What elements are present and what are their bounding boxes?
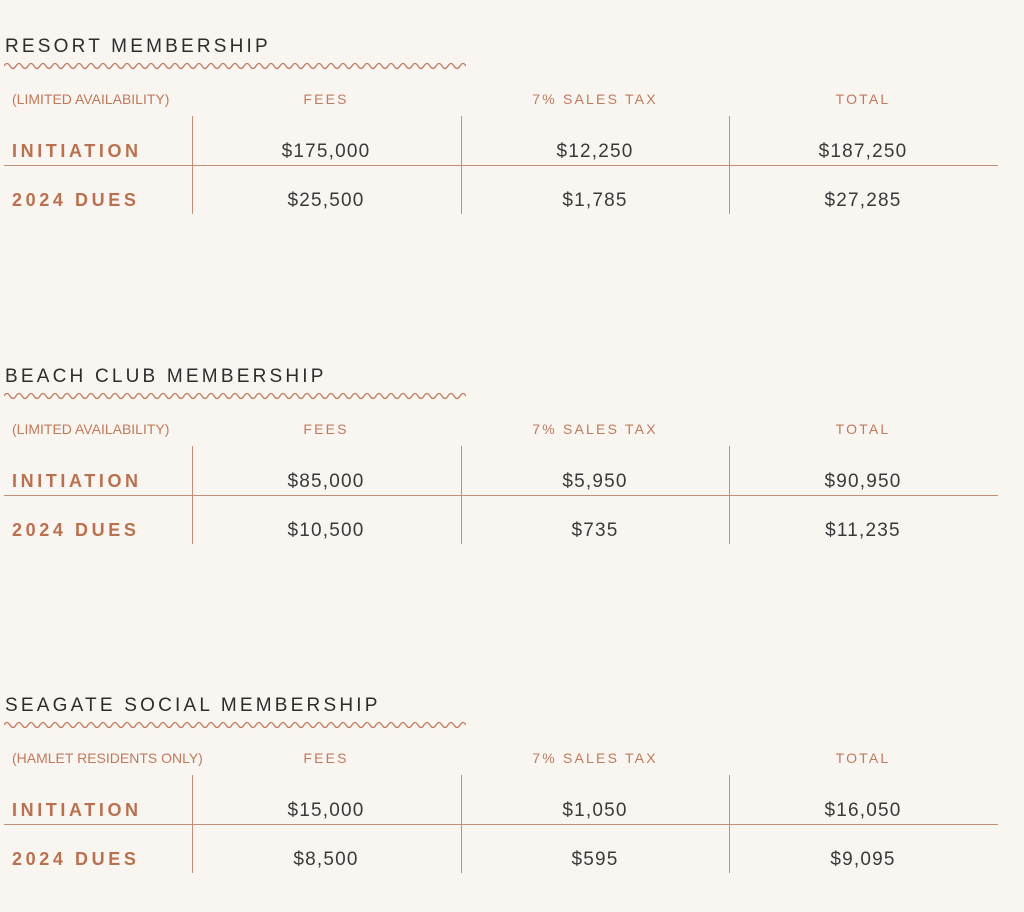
initiation-tax: $1,050 xyxy=(562,800,628,821)
initiation-fees: $85,000 xyxy=(287,471,365,492)
wavy-divider xyxy=(4,61,466,71)
total-header: TOTAL xyxy=(835,750,891,766)
row-divider xyxy=(4,495,998,496)
initiation-tax: $5,950 xyxy=(562,471,628,492)
dues-total: $11,235 xyxy=(825,520,901,541)
dues-fees: $25,500 xyxy=(287,190,365,211)
total-header: TOTAL xyxy=(835,421,891,437)
row-label-initiation: INITIATION xyxy=(12,800,142,820)
fees-header: FEES xyxy=(303,91,349,107)
tax-header: 7% SALES TAX xyxy=(532,91,658,107)
row-label-dues: 2024 DUES xyxy=(12,520,140,540)
initiation-fees: $175,000 xyxy=(281,141,371,162)
section-title: RESORT MEMBERSHIP xyxy=(5,36,271,57)
dues-fees: $10,500 xyxy=(287,520,365,541)
fees-header: FEES xyxy=(303,750,349,766)
initiation-total: $90,950 xyxy=(824,471,902,492)
row-label-initiation: INITIATION xyxy=(12,141,142,161)
tax-header: 7% SALES TAX xyxy=(532,750,658,766)
total-header: TOTAL xyxy=(835,91,891,107)
wavy-divider xyxy=(4,391,466,401)
initiation-total: $187,250 xyxy=(818,141,908,162)
row-label-dues: 2024 DUES xyxy=(12,190,140,210)
availability-note: (LIMITED AVAILABILITY) xyxy=(12,421,170,437)
dues-tax: $1,785 xyxy=(562,190,628,211)
row-label-initiation: INITIATION xyxy=(12,471,142,491)
initiation-fees: $15,000 xyxy=(287,800,365,821)
row-label-dues: 2024 DUES xyxy=(12,849,140,869)
tax-header: 7% SALES TAX xyxy=(532,421,658,437)
initiation-tax: $12,250 xyxy=(556,141,634,162)
initiation-total: $16,050 xyxy=(824,800,902,821)
dues-fees: $8,500 xyxy=(293,849,359,870)
fees-header: FEES xyxy=(303,421,349,437)
section-title: SEAGATE SOCIAL MEMBERSHIP xyxy=(5,695,381,716)
wavy-divider xyxy=(4,720,466,730)
section-title: BEACH CLUB MEMBERSHIP xyxy=(5,366,327,387)
dues-tax: $595 xyxy=(571,849,619,870)
dues-total: $27,285 xyxy=(824,190,902,211)
availability-note: (HAMLET RESIDENTS ONLY) xyxy=(12,750,203,766)
availability-note: (LIMITED AVAILABILITY) xyxy=(12,91,170,107)
dues-total: $9,095 xyxy=(830,849,896,870)
dues-tax: $735 xyxy=(571,520,619,541)
row-divider xyxy=(4,824,998,825)
row-divider xyxy=(4,165,998,166)
